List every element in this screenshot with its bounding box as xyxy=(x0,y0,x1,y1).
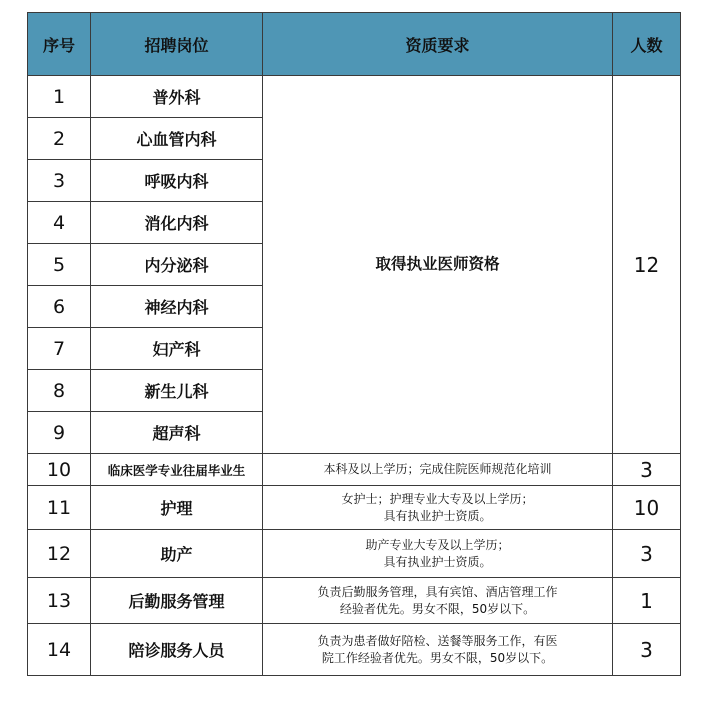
position-name: 心血管内科 xyxy=(91,118,263,160)
row-number: 10 xyxy=(28,454,91,486)
position-name: 助产 xyxy=(91,530,263,578)
row-number: 4 xyxy=(28,202,91,244)
table-row xyxy=(28,578,681,624)
requirement-line: 助产专业大专及以上学历； xyxy=(365,537,510,552)
header-row xyxy=(28,13,681,76)
table-row xyxy=(28,486,681,530)
position-name: 妇产科 xyxy=(91,328,263,370)
requirement-line: 负责后勤服务管理，具有宾馆、酒店管理工作 xyxy=(317,584,558,599)
row-number: 13 xyxy=(28,578,91,624)
position-name: 新生儿科 xyxy=(91,370,263,412)
position-name: 超声科 xyxy=(91,412,263,454)
requirement-line: 经验者优先。男女不限，50岁以下。 xyxy=(339,601,536,616)
requirement-text xyxy=(263,486,613,530)
header-position: 招聘岗位 xyxy=(91,13,263,76)
requirement-line: 院工作经验者优先。男女不限，50岁以下。 xyxy=(321,650,554,665)
row-number: 11 xyxy=(28,486,91,530)
row-number: 6 xyxy=(28,286,91,328)
position-name: 内分泌科 xyxy=(91,244,263,286)
position-name: 后勤服务管理 xyxy=(91,578,263,624)
row-number: 9 xyxy=(28,412,91,454)
doctor-count: 12 xyxy=(613,76,681,454)
position-name: 普外科 xyxy=(91,76,263,118)
requirement-text xyxy=(263,578,613,624)
requirement-text xyxy=(263,530,613,578)
table-row xyxy=(28,530,681,578)
headcount: 3 xyxy=(613,530,681,578)
row-number: 7 xyxy=(28,328,91,370)
header-count: 人数 xyxy=(613,13,681,76)
position-name: 呼吸内科 xyxy=(91,160,263,202)
requirement-line: 女护士；护理专业大专及以上学历； xyxy=(341,491,534,506)
requirement-line: 具有执业护士资质。 xyxy=(383,508,492,523)
table-row xyxy=(28,76,681,118)
row-number: 12 xyxy=(28,530,91,578)
position-name: 陪诊服务人员 xyxy=(91,624,263,676)
requirement-text xyxy=(263,624,613,676)
recruitment-table xyxy=(27,12,681,676)
row-number: 1 xyxy=(28,76,91,118)
requirement-line: 本科及以上学历；完成住院医师规范化培训 xyxy=(323,462,552,476)
row-number: 14 xyxy=(28,624,91,676)
header-no: 序号 xyxy=(28,13,91,76)
headcount: 3 xyxy=(613,624,681,676)
position-name: 消化内科 xyxy=(91,202,263,244)
headcount: 10 xyxy=(613,486,681,530)
requirement-line: 负责为患者做好陪检、送餐等服务工作，有医 xyxy=(317,633,558,648)
row-number: 5 xyxy=(28,244,91,286)
headcount: 1 xyxy=(613,578,681,624)
position-name: 护理 xyxy=(91,486,263,530)
position-name: 神经内科 xyxy=(91,286,263,328)
position-name: 临床医学专业往届毕业生 xyxy=(91,454,263,486)
requirement-line: 具有执业护士资质。 xyxy=(383,554,492,569)
doctor-requirement: 取得执业医师资格 xyxy=(263,76,613,454)
row-number: 2 xyxy=(28,118,91,160)
headcount: 3 xyxy=(613,454,681,486)
header-requirement: 资质要求 xyxy=(263,13,613,76)
requirement-text xyxy=(263,454,613,486)
table-row xyxy=(28,624,681,676)
row-number: 8 xyxy=(28,370,91,412)
row-number: 3 xyxy=(28,160,91,202)
table-row xyxy=(28,454,681,486)
